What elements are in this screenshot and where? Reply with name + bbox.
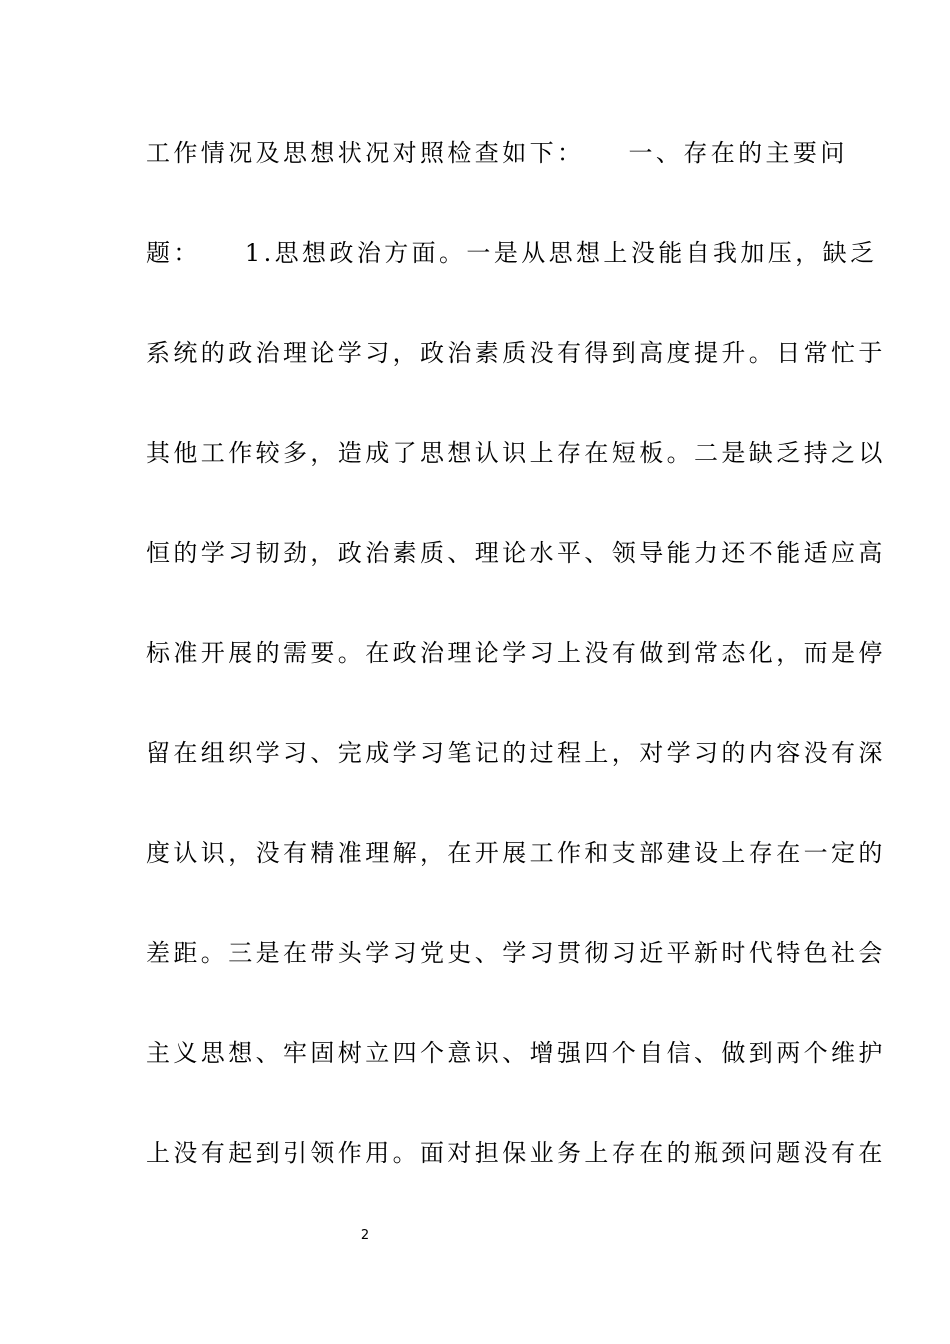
body-text-line: 系统的政治理论学习，政治素质没有得到高度提升。日常忙于 (146, 339, 886, 367)
body-text-line: 度认识，没有精准理解，在开展工作和支部建设上存在一定的 (146, 839, 886, 867)
body-text-line: 差距。三是在带头学习党史、学习贯彻习近平新时代特色社会 (146, 939, 886, 967)
body-text-line: 题： 1.思想政治方面。一是从思想上没能自我加压，缺乏 (146, 239, 878, 267)
body-text-line: 留在组织学习、完成学习笔记的过程上，对学习的内容没有深 (146, 739, 886, 767)
body-text-line: 上没有起到引领作用。面对担保业务上存在的瓶颈问题没有在 (146, 1139, 886, 1167)
body-text-line: 工作情况及思想状况对照检查如下： 一、存在的主要问 (146, 139, 848, 167)
body-text-line: 其他工作较多，造成了思想认识上存在短板。二是缺乏持之以 (146, 439, 886, 467)
body-text-line: 恒的学习韧劲，政治素质、理论水平、领导能力还不能适应高 (146, 539, 886, 567)
body-text-line: 主义思想、牢固树立四个意识、增强四个自信、做到两个维护 (146, 1039, 886, 1067)
body-text-line: 标准开展的需要。在政治理论学习上没有做到常态化，而是停 (146, 639, 886, 667)
page-number: 2 (360, 1228, 370, 1243)
